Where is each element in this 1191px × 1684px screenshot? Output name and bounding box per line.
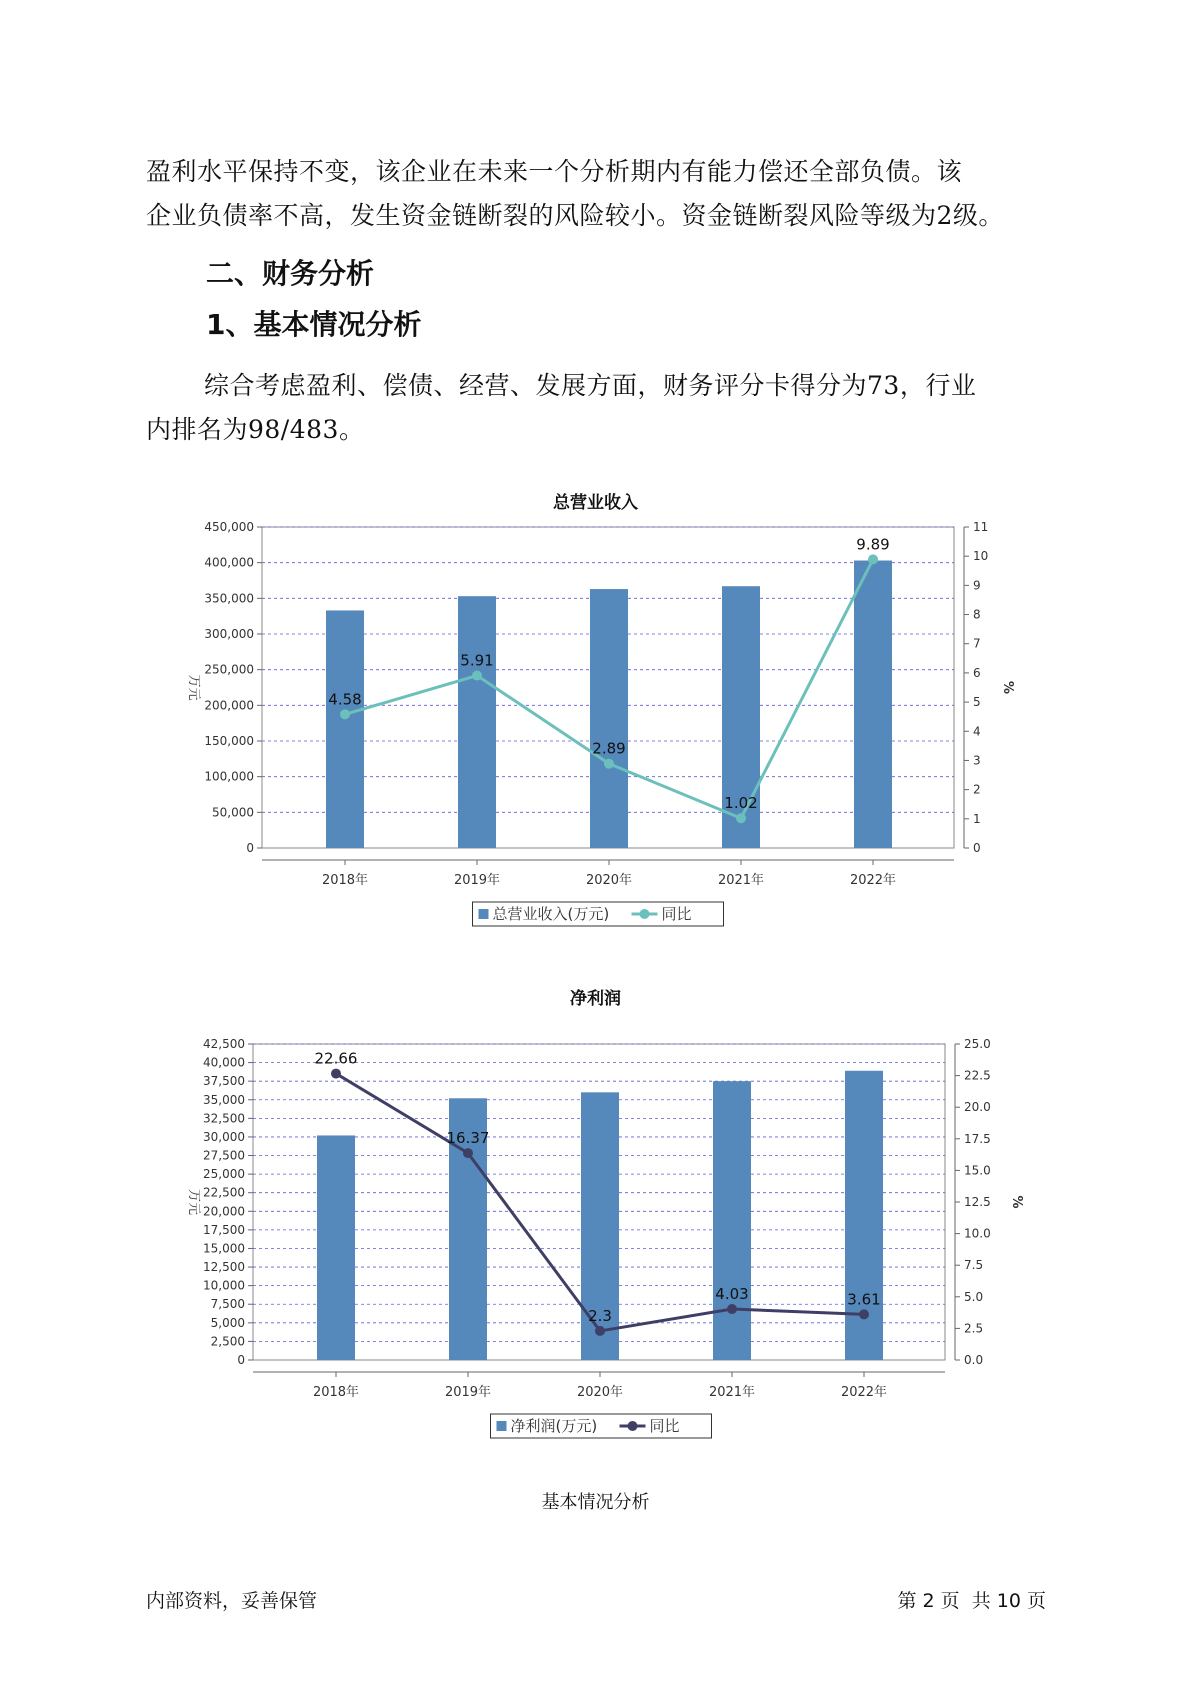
y-tick-label: 2,500: [210, 1334, 245, 1349]
summary-paragraph: [146, 364, 1056, 452]
y-tick-label: 150,000: [204, 734, 254, 748]
y2-tick-label: 20.0: [964, 1100, 991, 1115]
y2-tick-label: 4: [973, 724, 981, 739]
x-tick-label: 2018年: [321, 873, 369, 888]
line-point: [859, 1309, 869, 1319]
y-tick-label: 32,500: [203, 1111, 245, 1126]
y-tick-label: 0: [237, 1353, 245, 1367]
x-tick-label: 2019年: [453, 873, 501, 888]
line-point: [340, 709, 350, 719]
y2-axis-label: %: [1009, 1195, 1024, 1209]
y-tick-label: 37,500: [203, 1074, 245, 1089]
line-point: [331, 1069, 341, 1079]
y2-tick-label: 10.0: [964, 1226, 991, 1241]
y2-tick-label: 10: [973, 549, 989, 564]
x-tick-label: 2018年: [312, 1385, 360, 1400]
y2-tick-label: 1: [973, 811, 981, 826]
line-point: [604, 759, 614, 769]
y-tick-label: 25,000: [203, 1167, 245, 1182]
section-heading: 二、财务分析: [206, 257, 375, 290]
bar: [326, 610, 364, 848]
y2-tick-label: 7: [973, 636, 981, 651]
y2-tick-label: 9: [973, 578, 981, 593]
y-tick-label: 42,500: [203, 1037, 245, 1051]
chart-title-revenue: 总营业收入: [553, 493, 638, 513]
legend-swatch-bar: [497, 1421, 507, 1431]
y2-tick-label: 2: [973, 782, 981, 797]
y-tick-label: 35,000: [203, 1092, 245, 1107]
bar: [458, 596, 496, 848]
chart-legend: [473, 902, 724, 926]
y-tick-label: 300,000: [204, 627, 254, 641]
y-tick-label: 15,000: [203, 1241, 245, 1256]
legend-label-line: 同比: [661, 905, 692, 923]
y-tick-label: 200,000: [204, 698, 254, 713]
legend-swatch-marker: [640, 909, 650, 919]
summary-line-2: 内排名为98/483。: [146, 415, 365, 444]
data-label: 16.37: [446, 1129, 490, 1148]
y-tick-label: 400,000: [204, 555, 254, 570]
y2-tick-label: 7.5: [964, 1258, 984, 1273]
x-tick-label: 2020年: [585, 873, 633, 888]
data-label: 9.89: [856, 535, 890, 554]
legend-swatch-marker: [628, 1421, 638, 1431]
y2-axis-label: %: [1000, 680, 1015, 695]
line-point: [736, 813, 746, 823]
bar: [317, 1135, 355, 1360]
y-tick-label: 22,500: [203, 1185, 245, 1200]
y-tick-label: 17,500: [203, 1222, 245, 1237]
data-label: 2.89: [592, 739, 626, 758]
y-tick-label: 5,000: [210, 1315, 245, 1330]
y-tick-label: 250,000: [204, 662, 254, 677]
line-point: [595, 1326, 605, 1336]
y2-tick-label: 6: [973, 665, 981, 680]
y2-tick-label: 0.0: [964, 1353, 984, 1367]
data-label: 3.61: [847, 1290, 881, 1309]
line-point: [727, 1304, 737, 1314]
y2-tick-label: 12.5: [964, 1195, 991, 1209]
y2-tick-label: 22.5: [964, 1068, 991, 1083]
y2-tick-label: 5.0: [964, 1289, 984, 1304]
y-tick-label: 12,500: [203, 1260, 245, 1275]
line-point: [472, 671, 482, 681]
y-tick-label: 450,000: [204, 520, 254, 534]
intro-paragraph: [146, 150, 1056, 238]
x-tick-label: 2020年: [576, 1385, 624, 1400]
line-point: [868, 554, 878, 564]
legend-label-line: 同比: [649, 1417, 680, 1435]
x-tick-label: 2021年: [717, 873, 765, 888]
y-tick-label: 50,000: [212, 805, 254, 820]
legend-label-bar: 净利润(万元): [510, 1417, 598, 1435]
y-tick-label: 100,000: [204, 769, 254, 784]
intro-line-2: 企业负债率不高，发生资金链断裂的风险较小。资金链断裂风险等级为2级。: [146, 201, 1004, 230]
chart-title-profit: 净利润: [570, 989, 621, 1009]
y2-tick-label: 25.0: [964, 1037, 991, 1051]
y-tick-label: 7,500: [210, 1297, 245, 1312]
legend-label-bar: 总营业收入(万元): [492, 905, 610, 923]
y-axis-label: 万元: [186, 674, 201, 701]
y2-tick-label: 5: [973, 695, 981, 710]
y-tick-label: 40,000: [203, 1055, 245, 1070]
footer-confidential: 内部资料，妥善保管: [146, 1590, 318, 1612]
intro-line-1: 盈利水平保持不变，该企业在未来一个分析期内有能力偿还全部负债。该: [146, 157, 963, 186]
subsection-heading: 1、基本情况分析: [206, 308, 422, 341]
footer-page-number: 第 2 页 共 10 页: [897, 1590, 1046, 1612]
y-tick-label: 350,000: [204, 591, 254, 606]
y2-tick-label: 11: [973, 520, 989, 534]
data-label: 1.02: [724, 794, 758, 813]
line-point: [463, 1148, 473, 1158]
y-tick-label: 27,500: [203, 1148, 245, 1163]
bar: [590, 589, 628, 848]
y2-tick-label: 2.5: [964, 1321, 984, 1336]
summary-line-1: 综合考虑盈利、偿债、经营、发展方面，财务评分卡得分为73，行业: [204, 371, 977, 400]
y-tick-label: 30,000: [203, 1129, 245, 1144]
x-tick-label: 2019年: [444, 1385, 492, 1400]
chart-legend: [491, 1414, 712, 1438]
data-label: 4.58: [328, 690, 362, 709]
y2-tick-label: 15.0: [964, 1163, 991, 1178]
y2-tick-label: 3: [973, 753, 981, 768]
data-label: 2.3: [588, 1306, 612, 1325]
x-tick-label: 2022年: [840, 1385, 888, 1400]
legend-swatch-bar: [479, 909, 489, 919]
y2-tick-label: 17.5: [964, 1131, 991, 1146]
y-axis-label: 万元: [186, 1188, 201, 1216]
y-tick-label: 10,000: [203, 1278, 245, 1293]
profit-chart: [0, 1010, 1191, 1445]
bar: [713, 1081, 751, 1360]
data-label: 22.66: [314, 1049, 358, 1068]
x-tick-label: 2022年: [849, 873, 897, 888]
y2-tick-label: 8: [973, 607, 981, 622]
bar: [854, 561, 892, 848]
figure-caption: 基本情况分析: [541, 1492, 650, 1513]
y-tick-label: 0: [246, 841, 254, 855]
y2-tick-label: 0: [973, 841, 981, 855]
data-label: 4.03: [715, 1285, 749, 1304]
revenue-chart: [0, 515, 1191, 935]
data-label: 5.91: [460, 651, 494, 670]
x-tick-label: 2021年: [708, 1385, 756, 1400]
y-tick-label: 20,000: [203, 1204, 245, 1219]
